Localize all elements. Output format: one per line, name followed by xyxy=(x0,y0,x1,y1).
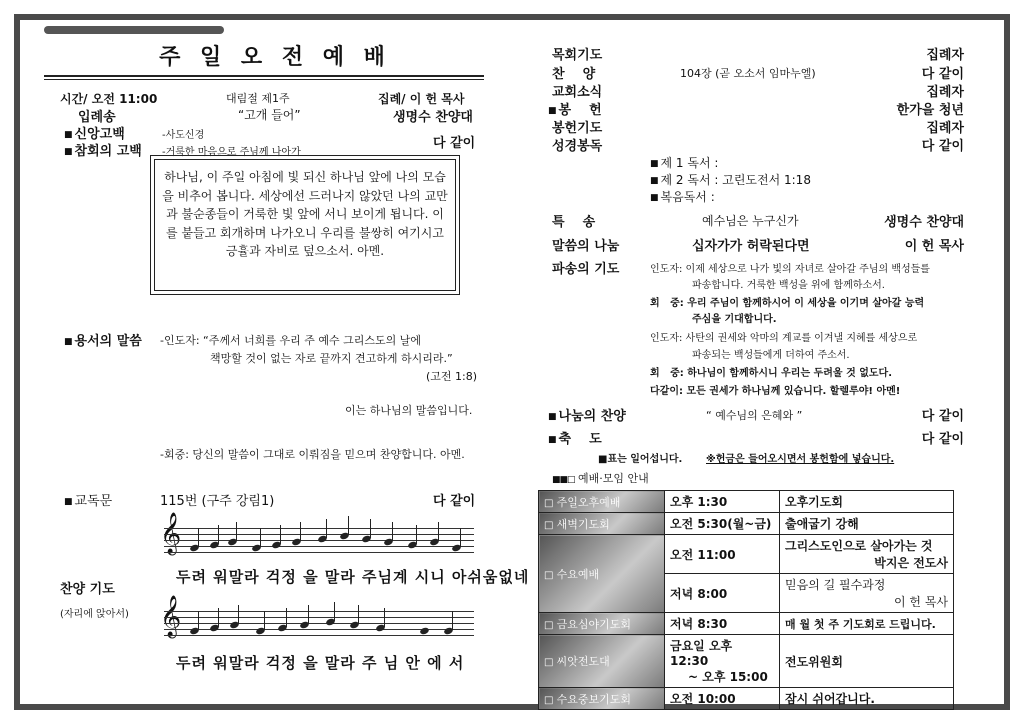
table-row xyxy=(539,513,954,535)
schedule-time: 오후 1:30 xyxy=(665,491,780,513)
schedule-desc: 오후기도회 xyxy=(780,491,954,513)
pardon-leader-line1: -인도자: “주께서 너희를 우리 주 예수 그리스도의 날에 xyxy=(160,334,421,347)
responsive-together: 다 같이 xyxy=(433,494,476,509)
schedule-time-end: ~ 오후 15:00 xyxy=(688,670,768,684)
schedule-time: 금요일 오후 12:30 xyxy=(670,639,733,668)
second-reading: ■ 제 2 독서 : 고린도전서 1:18 xyxy=(650,171,811,188)
opening-hymn-label: 입례송 xyxy=(78,110,116,125)
church-news-label: 교회소식 xyxy=(552,85,603,100)
pardon-reference: (고전 1:8) xyxy=(426,370,478,383)
benediction-by: 다 같이 xyxy=(921,432,964,447)
praise-prayer-label: 찬양 기도 xyxy=(60,582,115,597)
offering-label: ■ 봉 헌 xyxy=(548,99,602,118)
schedule-name: □ 씨앗전도대 xyxy=(539,635,665,688)
lyrics-line-1: 두려 워말라 걱정 을 말라 주님계 시니 아쉬움없네 xyxy=(176,568,530,586)
schedule-table xyxy=(538,490,954,710)
pastoral-prayer-by: 집례자 xyxy=(926,48,964,63)
standing-note: ■표는 일어섭니다. xyxy=(598,454,683,465)
schedule-name: □ 새벽기도회 xyxy=(539,513,665,535)
schedule-desc-speaker: 박지은 전도사 xyxy=(874,556,948,570)
sending-line-3b: 파송되는 백성들에게 더하여 주소서. xyxy=(692,350,850,361)
pardon-word: 이는 하나님의 말씀입니다. xyxy=(345,404,473,417)
hymn-label: 찬 양 xyxy=(552,67,596,82)
special-song-title: 예수님은 누구신가 xyxy=(702,214,799,228)
schedule-name: □ 주일오후예배 xyxy=(539,491,665,513)
pastoral-prayer-label: 목회기도 xyxy=(552,48,603,63)
first-reading: ■ 제 1 독서 : xyxy=(650,154,718,171)
offering-prayer-by: 집례자 xyxy=(926,121,964,136)
gospel-reading: ■ 복음독서 : xyxy=(650,188,715,205)
special-song-label: 특 송 xyxy=(552,215,596,230)
benediction-label: ■ 축 도 xyxy=(548,428,602,447)
schedule-heading: ■■□ 예배·모임 안내 xyxy=(552,472,649,485)
table-row xyxy=(539,613,954,635)
confession-desc: -거룩한 마음으로 주님께 나아가 xyxy=(162,147,301,158)
schedule-desc: 매 월 첫 주 기도회로 드립니다. xyxy=(780,613,954,635)
schedule-desc-cell xyxy=(780,574,954,613)
scripture-reading-by: 다 같이 xyxy=(921,139,964,154)
responsive-label: ■ 교독문 xyxy=(64,490,112,509)
choir-name: 생명수 찬양대 xyxy=(393,110,473,125)
closing-hymn-title: “ 예수님의 은혜와 ” xyxy=(706,409,803,422)
confession-label: ■ 참회의 고백 xyxy=(64,140,142,159)
pardon-label: ■ 용서의 말씀 xyxy=(64,330,142,349)
title-divider xyxy=(44,75,484,80)
confession-prayer-box xyxy=(150,155,460,295)
confession-prayer-text: 하나님, 이 주일 아침에 빛 되신 하나님 앞에 나의 모습을 비추어 봅니다. 세상에선 드러나지 않았던 나의 교만과 불순종들이 거룩한 빛 앞에 서니 보이게 됩니다. 이를 붙들고 회개하며 나가오니 우리를 불쌍히 여기시고 긍휼과 자비로 덮으소서. 아멘. xyxy=(154,159,456,291)
creed-label: ■ 신앙고백 xyxy=(64,123,125,142)
sending-line-2b: 주심을 기대합니다. xyxy=(692,314,777,325)
schedule-desc-cell xyxy=(780,535,954,574)
sending-line-1a: 인도자: 이제 세상으로 나가 빛의 자녀로 살아갈 주님의 백성들를 xyxy=(650,264,930,275)
schedule-name: □ 수요예배 xyxy=(539,535,665,613)
schedule-time: 오전 5:30(월~금) xyxy=(665,513,780,535)
schedule-desc-speaker: 이 헌 목사 xyxy=(894,595,948,609)
sending-line-4: 회 중: 하나님이 함께하시니 우리는 두려울 것 없도다. xyxy=(650,368,892,379)
schedule-desc: 잠시 쉬어갑니다. xyxy=(780,688,954,710)
schedule-time: 저녁 8:00 xyxy=(665,574,780,613)
creed-desc: -사도신경 xyxy=(162,130,205,141)
opening-hymn-title: “고개 들어” xyxy=(238,108,301,122)
liturgical-season: 대림절 제1주 xyxy=(226,92,290,105)
header-bar xyxy=(44,26,224,34)
special-song-by: 생명수 찬양대 xyxy=(884,215,964,230)
schedule-desc: 믿음의 길 필수과정 xyxy=(785,578,886,592)
service-leader: 집례/ 이 헌 목사 xyxy=(378,92,465,106)
lyrics-line-2: 두려 워말라 걱정 을 말라 주 님 안 에 서 xyxy=(176,654,465,672)
closing-hymn-by: 다 같이 xyxy=(921,409,964,424)
schedule-name: □ 금요심야기도회 xyxy=(539,613,665,635)
schedule-name: □ 수요중보기도회 xyxy=(539,688,665,710)
schedule-time: 오전 11:00 xyxy=(665,535,780,574)
sending-prayer-label: 파송의 기도 xyxy=(552,262,620,277)
responsive-number: 115번 (구주 강림1) xyxy=(160,494,275,509)
treble-clef-icon: 𝄞 xyxy=(160,596,182,637)
service-title: 주 일 오 전 예 배 xyxy=(159,45,391,70)
treble-clef-icon: 𝄞 xyxy=(160,513,182,554)
schedule-time: 저녁 8:30 xyxy=(665,613,780,635)
service-time: 시간/ 오전 11:00 xyxy=(60,92,158,106)
sending-line-2a: 회 중: 우리 주님이 함께하시어 이 세상을 이기며 살아갈 능력 xyxy=(650,298,925,309)
schedule-time: 오전 10:00 xyxy=(665,688,780,710)
offering-note: ※헌금은 들어오시면서 봉헌함에 넣습니다. xyxy=(706,454,895,465)
table-row xyxy=(539,635,954,688)
confession-together: 다 같이 xyxy=(433,136,476,151)
table-row xyxy=(539,688,954,710)
heading-marker-icon: ■■□ xyxy=(552,475,575,485)
table-row xyxy=(539,535,954,574)
schedule-desc: 그리스도인으로 살아가는 것 xyxy=(785,539,933,553)
sending-line-1b: 파송합니다. 거룩한 백성을 위에 함께하소서. xyxy=(692,280,885,291)
hymn-number: 104장 (곧 오소서 임마누엘) xyxy=(680,67,816,80)
praise-prayer-note: (자리에 앉아서) xyxy=(60,609,129,620)
offering-prayer-label: 봉헌기도 xyxy=(552,121,603,136)
sermon-title: 십자가가 허락된다면 xyxy=(692,239,810,254)
schedule-time-cell xyxy=(665,635,780,688)
table-row xyxy=(539,491,954,513)
sermon-by: 이 헌 목사 xyxy=(904,239,964,254)
pardon-response: -회중: 당신의 말씀이 그대로 이뤄짐을 믿으며 찬양합니다. 아멘. xyxy=(160,448,465,461)
schedule-desc: 전도위원회 xyxy=(780,635,954,688)
closing-hymn-label: ■ 나눔의 찬양 xyxy=(548,405,626,424)
schedule-desc: 출애굽기 강해 xyxy=(780,513,954,535)
sending-line-3a: 인도자: 사탄의 권세와 악마의 계교를 이겨낼 지혜를 세상으로 xyxy=(650,333,918,344)
church-news-by: 집례자 xyxy=(926,85,964,100)
scripture-reading-label: 성경봉독 xyxy=(552,139,603,154)
hymn-by: 다 같이 xyxy=(921,67,964,82)
offering-by: 한가을 청년 xyxy=(896,103,964,118)
sending-line-5: 다같이: 모든 권세가 하나님께 있습니다. 할렐루야! 아멘! xyxy=(650,386,901,397)
pardon-leader-line2: 책망할 것이 없는 자로 끝까지 견고하게 하시리라.” xyxy=(210,352,453,365)
sermon-label: 말씀의 나눔 xyxy=(552,239,620,254)
